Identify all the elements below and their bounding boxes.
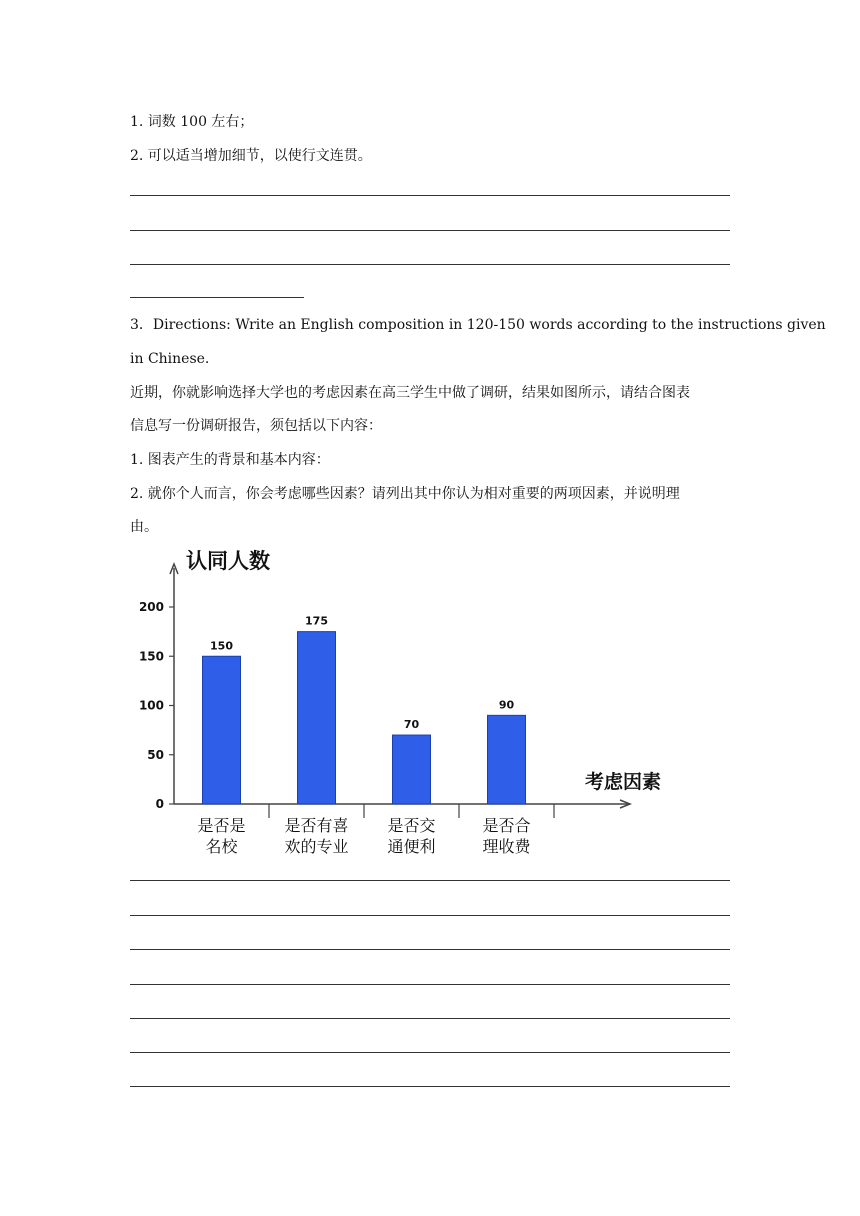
answer-line	[130, 984, 730, 985]
answer-line	[130, 915, 730, 916]
content-item-1: 1. 图表产生的背景和基本内容：	[130, 452, 330, 468]
directions-line-1: 3．Directions: Write an English composition in 120-150 words according to the instructions given	[130, 317, 826, 333]
y-tick-label: 100	[138, 698, 164, 713]
requirement-1: 1. 词数 100 左右；	[130, 114, 254, 130]
prompt-line-2: 信息写一份调研报告，须包括以下内容：	[130, 418, 382, 434]
answer-line	[130, 1086, 730, 1087]
category-label: 是否合	[482, 816, 531, 835]
bar	[393, 735, 431, 804]
bar	[298, 632, 336, 804]
content-item-2-line-2: 由。	[130, 519, 158, 535]
category-label: 是否是	[197, 816, 246, 835]
y-axis-label: 认同人数	[186, 549, 270, 573]
y-tick-label: 50	[147, 747, 164, 762]
answer-line	[130, 195, 730, 196]
x-axis-label: 考虑因素	[585, 771, 662, 793]
answer-line	[130, 264, 730, 265]
y-tick-label: 200	[138, 600, 164, 614]
category-label: 欢的专业	[284, 837, 349, 856]
y-tick-label: 0	[155, 797, 164, 811]
category-label: 是否交	[387, 816, 436, 835]
answer-line	[130, 230, 730, 231]
bar-value-label: 175	[305, 614, 328, 628]
directions-line-2: in Chinese.	[130, 351, 210, 367]
bar-value-label: 70	[403, 718, 420, 732]
bar-value-label: 150	[210, 639, 233, 653]
bar	[488, 715, 526, 804]
answer-line	[130, 297, 304, 298]
category-label: 理收费	[482, 837, 531, 856]
answer-line	[130, 1052, 730, 1053]
category-label: 通便利	[387, 837, 436, 856]
category-label: 是否有喜	[284, 816, 349, 835]
survey-bar-chart	[130, 542, 690, 872]
answer-line	[130, 949, 730, 950]
content-item-2-line-1: 2. 就你个人而言，你会考虑哪些因素？请列出其中你认为相对重要的两项因素，并说明理	[130, 486, 680, 502]
y-tick-label: 150	[138, 649, 164, 664]
bar	[203, 656, 241, 804]
answer-line	[130, 1018, 730, 1019]
category-label: 名校	[205, 837, 238, 856]
prompt-line-1: 近期，你就影响选择大学也的考虑因素在高三学生中做了调研，结果如图所示，请结合图表	[130, 385, 690, 401]
requirement-2: 2. 可以适当增加细节，以使行文连贯。	[130, 148, 372, 164]
bar-value-label: 90	[498, 698, 515, 712]
answer-line	[130, 880, 730, 881]
